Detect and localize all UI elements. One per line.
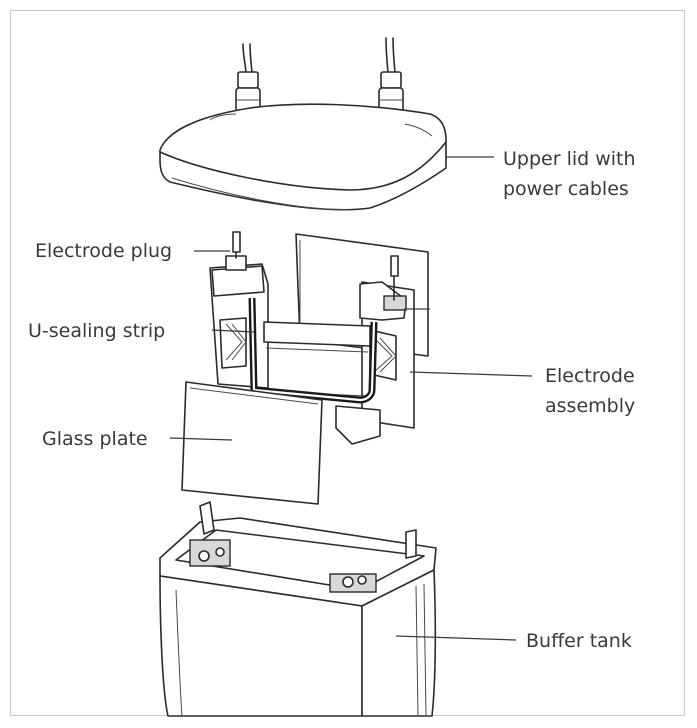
label-electrode-assembly-line2: assembly: [545, 395, 636, 417]
label-buffer-tank: Buffer tank: [526, 630, 632, 652]
label-electrode-plug: Electrode plug: [35, 240, 173, 262]
label-u-sealing-strip: U-sealing strip: [28, 320, 166, 342]
label-electrode-assembly-line1: Electrode: [545, 365, 635, 387]
upper-lid: [160, 38, 446, 210]
buffer-tank: [160, 502, 436, 716]
label-glass-plate: Glass plate: [42, 428, 148, 450]
leader-electrode-assembly: [410, 372, 532, 376]
label-upper-lid-line2: power cables: [503, 178, 629, 200]
glass-plate: [182, 382, 322, 504]
label-upper-lid-line1: Upper lid with: [503, 148, 636, 170]
